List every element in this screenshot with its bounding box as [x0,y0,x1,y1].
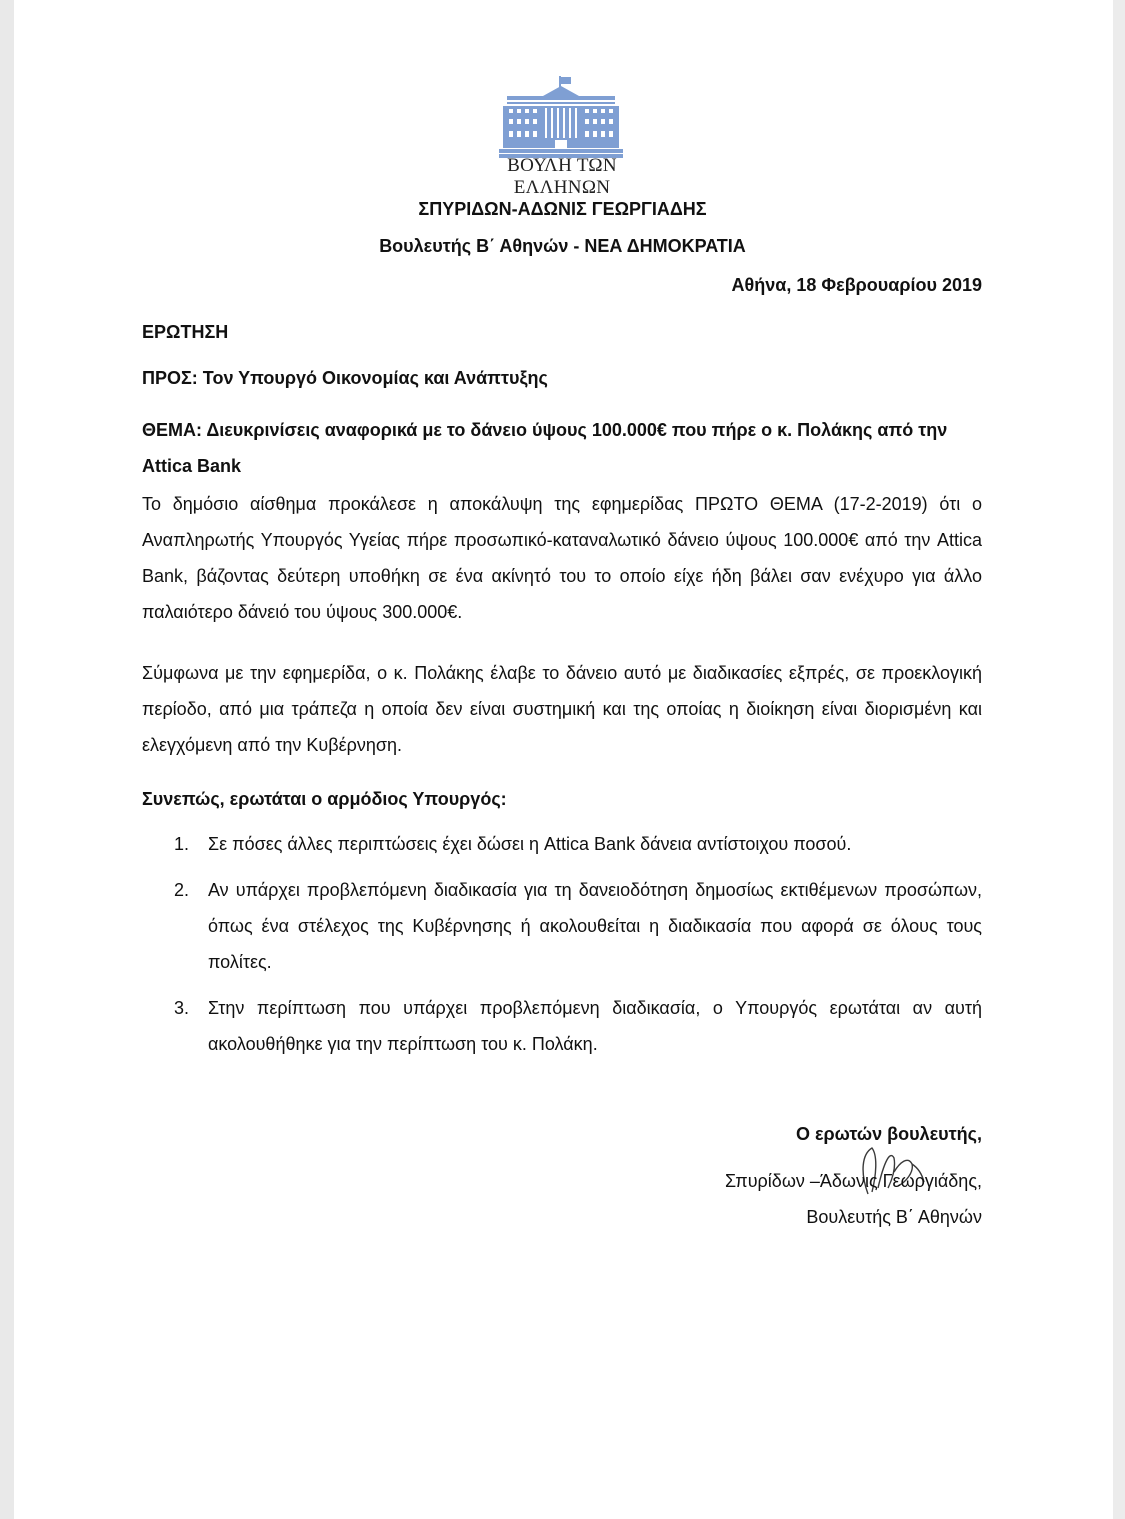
author-role: Βουλευτής Β΄ Αθηνών - ΝΕΑ ΔΗΜΟΚΡΑΤΙΑ [379,236,746,256]
question-number: 1. [174,834,190,854]
question-item [142,826,982,862]
recipient-line: ΠΡΟΣ: Τον Υπουργό Οικονομίας και Ανάπτυξης [142,368,548,388]
body-paragraph-2: Σύμφωνα με την εφημερίδα, ο κ. Πολάκης έλαβε το δάνειο αυτό με διαδικασίες εξπρές, σε προεκλογική περίοδο, από μια τράπεζα η οποία δεν είναι συστημική και της οποίας η διοίκηση είναι διορισμένη και ελεγχόμενη από την Κυβέρνηση. [142,663,982,755]
question-number: 3. [174,998,190,1018]
page-left-edge [0,0,14,1519]
page-right-edge [1113,0,1125,1519]
document-date: Αθήνα, 18 Φεβρουαρίου 2019 [731,275,982,295]
parliament-building-logo [499,76,623,158]
question-text: Σε πόσες άλλες περιπτώσεις έχει δώσει η Attica Bank δάνεια αντίστοιχου ποσού. [208,834,852,854]
question-text: Στην περίπτωση που υπάρχει προβλεπόμενη διαδικασία, ο Υπουργός ερωτάται αν αυτή ακολουθήθηκε για την περίπτωση του κ. Πολάκη. [208,998,982,1054]
parliament-logo-text: ΒΟΥΛΗ ΤΩΝ ΕΛΛΗΝΩΝ [507,155,617,198]
questions-heading: Συνεπώς, ερωτάται ο αρμόδιος Υπουργός: [142,789,507,809]
question-number: 2. [174,880,190,900]
subject-line: ΘΕΜΑ: Διευκρινίσεις αναφορικά με το δάνειο ύψους 100.000€ που πήρε ο κ. Πολάκης από την Attica Bank [142,420,948,476]
question-item [142,990,982,1062]
question-text: Αν υπάρχει προβλεπόμενη διαδικασία για τη δανειοδότηση δημοσίως εκτιθέμενων προσώπων, όπως ένα στέλεχος της Κυβέρνησης ή ακολουθείται η διαδικασία που αφορά σε όλους τους πολίτες. [208,880,982,972]
document-type: ΕΡΩΤΗΣΗ [142,322,229,342]
signature-role: Βουλευτής Β΄ Αθηνών [806,1207,982,1227]
signature-title: Ο ερωτών βουλευτής, [795,1124,982,1144]
signature-name: Σπυρίδων –Άδωνις Γεωργιάδης, [725,1171,982,1191]
author-name: ΣΠΥΡΙΔΩΝ-ΑΔΩΝΙΣ ΓΕΩΡΓΙΑΔΗΣ [418,199,707,219]
question-item [142,872,982,980]
body-paragraph-1: Το δημόσιο αίσθημα προκάλεσε η αποκάλυψη της εφημερίδας ΠΡΩΤΟ ΘΕΜΑ (17-2-2019) ότι ο Αναπληρωτής Υπουργός Υγείας πήρε προσωπικό-καταναλωτικό δάνειο ύψους 100.000€ από την Attica Bank, βάζοντας δεύτερη υποθήκη σε ένα ακίνητό του το οποίο είχε ήδη βάλει σαν ενέχυρο για άλλο παλαιότερο δάνειό του ύψους 300.000€. [142,494,982,622]
